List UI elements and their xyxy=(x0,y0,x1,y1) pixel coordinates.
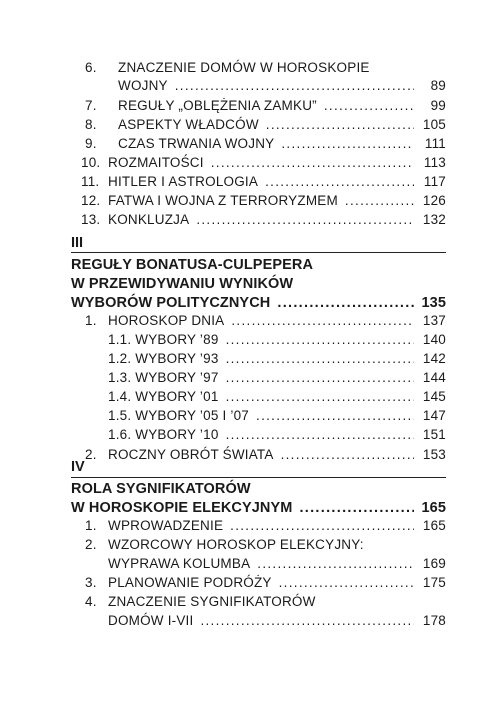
toc-entry xyxy=(71,172,446,192)
dot-leader xyxy=(175,76,414,96)
toc-entry xyxy=(71,592,446,612)
section-rule xyxy=(71,477,446,478)
toc-entry xyxy=(71,406,446,426)
entry-title: DOMÓW I-VII xyxy=(108,613,194,628)
entry-title: REGUŁY BONATUSA-CULPEPERA xyxy=(71,257,314,273)
entry-title: HITLER I ASTROLOGIA xyxy=(108,174,259,189)
entry-title: FATWA I WOJNA Z TERRORYZMEM xyxy=(108,193,338,208)
entry-title: W HOROSKOPIE ELEKCYJNYM xyxy=(71,500,293,516)
entry-number: 11. xyxy=(81,174,100,189)
dot-leader xyxy=(324,96,414,116)
entry-title: ROLA SYGNIFIKATORÓW xyxy=(71,481,251,497)
entry-number: 10. xyxy=(81,155,101,170)
dot-leader xyxy=(281,445,414,465)
dot-leader xyxy=(279,573,414,593)
entry-title: ROCZNY OBRÓT ŚWIATA xyxy=(108,447,274,462)
toc-entry xyxy=(71,554,446,574)
dot-leader xyxy=(200,611,414,631)
entry-number: 7. xyxy=(85,98,97,113)
page-number: 105 xyxy=(422,117,446,132)
page-number: 137 xyxy=(422,313,446,328)
entry-title: 1.5. WYBORY ’05 I ’07 xyxy=(108,408,250,423)
page-number: 147 xyxy=(422,408,446,423)
entry-title: ROZMAITOŚCI xyxy=(108,155,204,170)
page-number: 132 xyxy=(422,212,446,227)
page-number: 153 xyxy=(422,447,446,462)
page-number: 175 xyxy=(422,575,446,590)
toc-entry xyxy=(71,115,446,135)
page-number: 165 xyxy=(422,518,446,533)
dot-leader xyxy=(226,425,414,445)
toc-entry xyxy=(71,387,446,407)
entry-title: 1.3. WYBORY ’97 xyxy=(108,370,219,385)
section-title-line xyxy=(71,293,446,313)
page-number: 135 xyxy=(421,295,446,311)
entry-title: WZORCOWY HOROSKOP ELEKCYJNY: xyxy=(108,537,364,552)
toc-entry xyxy=(71,573,446,593)
toc-entry xyxy=(71,330,446,350)
part-number: III xyxy=(71,235,84,251)
section-rule xyxy=(71,252,446,253)
dot-leader xyxy=(345,191,414,211)
entry-title: 1.4. WYBORY ’01 xyxy=(108,389,219,404)
entry-number: 6. xyxy=(85,60,97,75)
page-number: 99 xyxy=(430,98,446,113)
entry-title: WPROWADZENIE xyxy=(108,518,224,533)
entry-number: 1. xyxy=(85,313,97,328)
dot-leader xyxy=(281,134,414,154)
section-title-line xyxy=(71,255,446,275)
dot-leader xyxy=(196,210,414,230)
entry-number: 2. xyxy=(85,537,97,552)
dot-leader xyxy=(226,368,414,388)
dot-leader xyxy=(230,516,414,536)
page-number: 111 xyxy=(424,136,446,151)
entry-number: 3. xyxy=(85,575,97,590)
page-number: 140 xyxy=(422,332,446,347)
section-title-line xyxy=(71,479,446,499)
entry-title: PLANOWANIE PODRÓŻY xyxy=(108,575,272,590)
toc-entry xyxy=(71,96,446,116)
entry-title: ASPEKTY WŁADCÓW xyxy=(118,117,259,132)
dot-leader xyxy=(299,498,414,518)
dot-leader xyxy=(265,172,414,192)
entry-title: CZAS TRWANIA WOJNY xyxy=(118,136,275,151)
toc-entry xyxy=(71,76,446,96)
toc-entry xyxy=(71,153,446,173)
dot-leader xyxy=(266,115,414,135)
page-number: 113 xyxy=(423,155,446,170)
toc-entry xyxy=(71,611,446,631)
entry-number: 4. xyxy=(85,594,97,609)
entry-title: HOROSKOP DNIA xyxy=(108,313,225,328)
dot-leader xyxy=(256,406,414,426)
toc-entry xyxy=(71,445,446,465)
entry-number: 2. xyxy=(85,447,97,462)
toc-entry xyxy=(71,516,446,536)
toc-entry xyxy=(71,58,446,78)
dot-leader xyxy=(277,293,414,313)
entry-title: ZNACZENIE DOMÓW W HOROSKOPIE xyxy=(118,60,370,75)
entry-number: 13. xyxy=(81,212,101,227)
page-number: 178 xyxy=(422,613,446,628)
toc-entry xyxy=(71,311,446,331)
entry-title: ZNACZENIE SYGNIFIKATORÓW xyxy=(108,594,316,609)
toc-entry xyxy=(71,368,446,388)
page-number: 145 xyxy=(422,389,446,404)
entry-number: 12. xyxy=(81,193,101,208)
toc-entry xyxy=(71,134,446,154)
entry-title: 1.2. WYBORY ’93 xyxy=(108,351,219,366)
dot-leader xyxy=(226,330,414,350)
page-number: 165 xyxy=(421,500,446,516)
entry-title: REGUŁY „OBLĘŻENIA ZAMKU” xyxy=(118,98,317,113)
entry-number: 1. xyxy=(85,518,97,533)
page-number: 126 xyxy=(422,193,446,208)
page-number: 151 xyxy=(422,427,446,442)
entry-title: WOJNY xyxy=(118,78,168,93)
dot-leader xyxy=(231,311,414,331)
entry-title: 1.6. WYBORY ’10 xyxy=(108,427,219,442)
page-number: 144 xyxy=(422,370,446,385)
section-title-line xyxy=(71,498,446,518)
part-number: IV xyxy=(71,459,85,475)
dot-leader xyxy=(211,153,414,173)
entry-number: 9. xyxy=(85,136,97,151)
toc-entry xyxy=(71,349,446,369)
toc-entry xyxy=(71,425,446,445)
dot-leader xyxy=(226,387,414,407)
page-number: 117 xyxy=(423,174,446,189)
entry-title: WYPRAWA KOLUMBA xyxy=(108,556,251,571)
entry-title: KONKLUZJA xyxy=(108,212,190,227)
page-number: 142 xyxy=(422,351,446,366)
toc-entry xyxy=(71,191,446,211)
toc-entry xyxy=(71,210,446,230)
entry-title: W PRZEWIDYWANIU WYNIKÓW xyxy=(71,276,294,292)
dot-leader xyxy=(226,349,414,369)
page-number: 169 xyxy=(422,556,446,571)
dot-leader xyxy=(257,554,414,574)
entry-number: 8. xyxy=(85,117,97,132)
section-title-line xyxy=(71,274,446,294)
entry-title: WYBORÓW POLITYCZNYCH xyxy=(71,295,271,311)
entry-title: 1.1. WYBORY ’89 xyxy=(108,332,219,347)
page-number: 89 xyxy=(430,78,446,93)
toc-entry xyxy=(71,535,446,555)
